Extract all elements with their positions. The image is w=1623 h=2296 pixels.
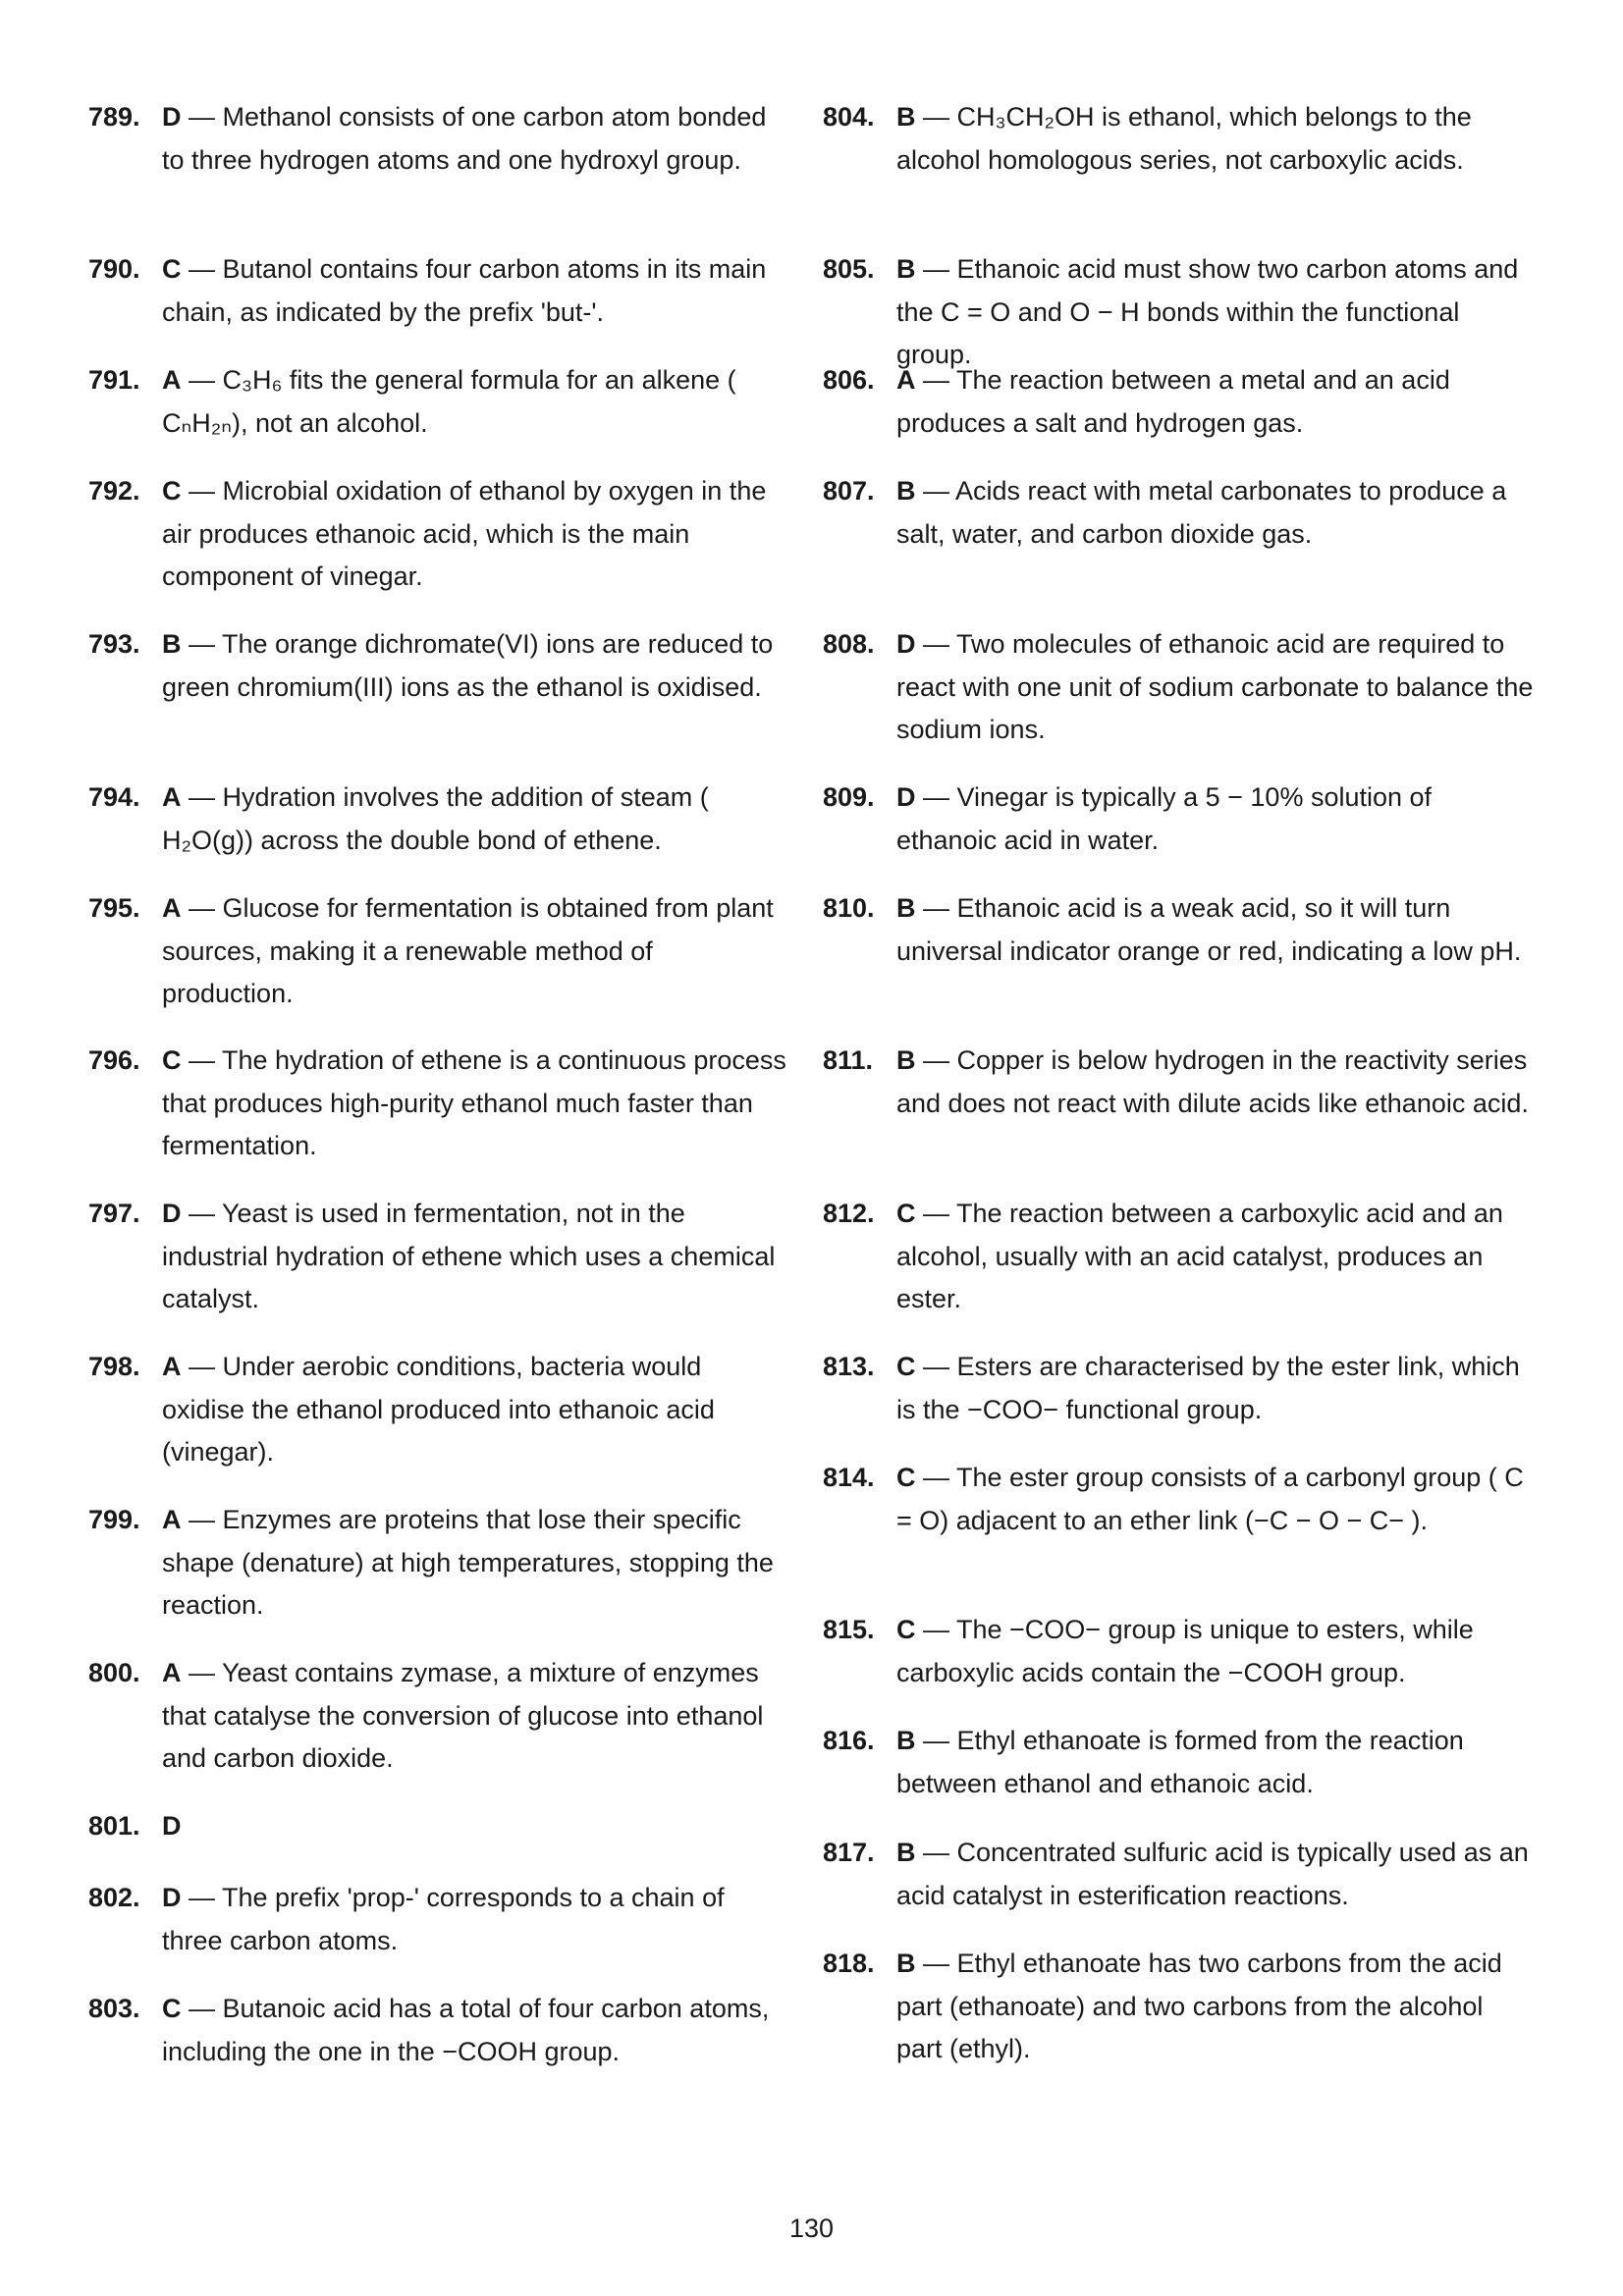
answer-entry (88, 776, 790, 862)
answer-letter: C (896, 1199, 916, 1228)
answer-explanation: — The reaction between a metal and an acid produces a salt and hydrogen gas. (896, 365, 1450, 438)
answer-letter: C (896, 1352, 916, 1381)
answer-entry (88, 96, 790, 182)
answer-letter: B (162, 629, 182, 659)
question-number: 795. (88, 893, 140, 923)
question-number: 811. (823, 1045, 874, 1075)
answer-explanation: — The prefix 'prop-' corresponds to a chain of three carbon atoms. (162, 1883, 725, 1955)
question-number: 812. (823, 1199, 875, 1228)
question-number: 800. (88, 1658, 140, 1687)
question-number: 799. (88, 1505, 140, 1534)
answer-entry (88, 1040, 790, 1168)
answer-entry (88, 1193, 790, 1321)
answer-entry (88, 1652, 790, 1781)
question-number: 803. (88, 1994, 140, 2023)
answer-entry (823, 248, 1535, 377)
answer-explanation: — The ester group consists of a carbonyl group ( C = O) adjacent to an ether link (−C − O − C− ). (896, 1463, 1524, 1535)
answer-letter: C (896, 1463, 916, 1492)
answer-letter: B (896, 893, 916, 923)
answer-letter: A (896, 365, 916, 395)
answer-letter: D (162, 1883, 182, 1912)
answer-letter: A (162, 365, 182, 395)
answer-letter: B (896, 102, 916, 132)
answer-entry (823, 1040, 1535, 1125)
answer-entry (88, 1499, 790, 1628)
answer-letter: C (162, 476, 182, 506)
question-number: 817. (823, 1838, 875, 1867)
question-number: 796. (88, 1045, 140, 1075)
page-number: 130 (788, 2214, 835, 2243)
question-number: 792. (88, 476, 140, 506)
question-number: 801. (88, 1811, 140, 1841)
answer-explanation: — The orange dichromate(VI) ions are reduced to green chromium(III) ions as the ethanol is oxidised. (162, 629, 774, 702)
question-number: 790. (88, 254, 140, 284)
question-number: 791. (88, 365, 140, 395)
answer-entry (88, 623, 790, 709)
question-number: 816. (823, 1726, 875, 1755)
answer-letter: A (162, 1505, 182, 1534)
question-number: 793. (88, 629, 140, 659)
answer-entry (88, 887, 790, 1016)
answer-entry (823, 470, 1535, 556)
answer-explanation: — Ethyl ethanoate is formed from the reaction between ethanol and ethanoic acid. (896, 1726, 1464, 1798)
question-number: 789. (88, 102, 140, 132)
answer-explanation: — Acids react with metal carbonates to produce a salt, water, and carbon dioxide gas. (896, 476, 1507, 549)
question-number: 798. (88, 1352, 140, 1381)
answer-explanation: — CH₃CH₂OH is ethanol, which belongs to the alcohol homologous series, not carboxylic acids. (896, 102, 1472, 175)
answer-letter: B (896, 1726, 916, 1755)
answer-explanation: — Microbial oxidation of ethanol by oxygen in the air produces ethanoic acid, which is the main component of vinegar. (162, 476, 767, 591)
answer-entry (823, 1346, 1535, 1431)
answer-explanation: — Butanoic acid has a total of four carbon atoms, including the one in the −COOH group. (162, 1994, 770, 2066)
answer-letter: C (162, 1994, 182, 2023)
answer-entry (88, 248, 790, 334)
answer-explanation: — Glucose for fermentation is obtained from plant sources, making it a renewable method of production. (162, 893, 774, 1008)
answer-entry (88, 1877, 790, 1962)
answer-explanation: — The hydration of ethene is a continuous process that produces high-purity ethanol much faster than fermentation. (162, 1045, 786, 1160)
answer-explanation: — Ethanoic acid must show two carbon atoms and the C = O and O − H bonds within the functional group. (896, 254, 1519, 369)
answer-entry (823, 623, 1535, 752)
answer-explanation: — Ethanoic acid is a weak acid, so it will turn universal indicator orange or red, indicating a low pH. (896, 893, 1522, 966)
question-number: 806. (823, 365, 875, 395)
question-number: 814. (823, 1463, 875, 1492)
answer-entry (823, 1457, 1535, 1542)
answer-explanation: — Copper is below hydrogen in the reactivity series and does not react with dilute acids like ethanoic acid. (896, 1045, 1529, 1118)
answer-letter: D (162, 102, 182, 132)
answer-explanation: — Concentrated sulfuric acid is typically used as an acid catalyst in esterification reactions. (896, 1838, 1529, 1910)
answer-entry (88, 359, 790, 445)
answer-letter: B (896, 476, 916, 506)
answer-letter: C (896, 1615, 916, 1644)
answer-explanation: — Hydration involves the addition of steam ( H₂O(g)) across the double bond of ethene. (162, 782, 709, 855)
answer-explanation: — Ethyl ethanoate has two carbons from the acid part (ethanoate) and two carbons from the alcohol part (ethyl). (896, 1949, 1502, 2063)
answer-explanation: — The reaction between a carboxylic acid and an alcohol, usually with an acid catalyst, produces an ester. (896, 1199, 1503, 1313)
answer-explanation: — Butanol contains four carbon atoms in its main chain, as indicated by the prefix 'but-'. (162, 254, 767, 327)
question-number: 802. (88, 1883, 140, 1912)
answer-explanation: — Enzymes are proteins that lose their specific shape (denature) at high temperatures, stopping the reaction. (162, 1505, 774, 1620)
answer-letter: A (162, 1352, 182, 1381)
answer-letter: D (162, 1199, 182, 1228)
question-number: 804. (823, 102, 875, 132)
answer-explanation: — The −COO− group is unique to esters, while carboxylic acids contain the −COOH group. (896, 1615, 1474, 1687)
answer-entry (823, 1832, 1535, 1917)
answer-entry (823, 1943, 1535, 2071)
question-number: 807. (823, 476, 875, 506)
answer-letter: B (896, 254, 916, 284)
question-number: 818. (823, 1949, 875, 1978)
answer-letter: D (896, 782, 916, 812)
answer-letter: B (896, 1838, 916, 1867)
answer-explanation: — Under aerobic conditions, bacteria would oxidise the ethanol produced into ethanoic acid (vinegar). (162, 1352, 715, 1467)
answer-entry (823, 1609, 1535, 1694)
answer-entry (823, 1720, 1535, 1805)
answer-explanation: — C₃H₆ fits the general formula for an alkene ( CₙH₂ₙ), not an alcohol. (162, 365, 736, 438)
question-number: 809. (823, 782, 875, 812)
question-number: 805. (823, 254, 875, 284)
question-number: 813. (823, 1352, 875, 1381)
answer-entry (823, 887, 1535, 973)
question-number: 810. (823, 893, 875, 923)
answer-entry (823, 1193, 1535, 1321)
answer-entry (88, 1988, 790, 2073)
answer-entry (88, 1805, 790, 1848)
answer-entry (88, 470, 790, 599)
question-number: 794. (88, 782, 140, 812)
answer-letter: B (896, 1045, 916, 1075)
answer-entry (88, 1346, 790, 1474)
answer-letter: B (896, 1949, 916, 1978)
answer-letter: C (162, 254, 182, 284)
answer-explanation: — Two molecules of ethanoic acid are required to react with one unit of sodium carbonate to balance the sodium ions. (896, 629, 1534, 744)
answer-letter: D (162, 1811, 182, 1841)
question-number: 797. (88, 1199, 140, 1228)
answer-explanation: — Yeast contains zymase, a mixture of enzymes that catalyse the conversion of glucose into ethanol and carbon dioxide. (162, 1658, 764, 1773)
answer-letter: A (162, 1658, 182, 1687)
answer-entry (823, 96, 1535, 182)
answer-letter: D (896, 629, 916, 659)
answer-letter: A (162, 893, 182, 923)
answer-explanation: — Yeast is used in fermentation, not in the industrial hydration of ethene which uses a chemical catalyst. (162, 1199, 776, 1313)
answer-explanation: — Methanol consists of one carbon atom bonded to three hydrogen atoms and one hydroxyl group. (162, 102, 767, 175)
answer-explanation: — Vinegar is typically a 5 − 10% solution of ethanoic acid in water. (896, 782, 1433, 855)
answer-letter: A (162, 782, 182, 812)
answer-entry (823, 359, 1535, 445)
question-number: 808. (823, 629, 875, 659)
answer-entry (823, 776, 1535, 862)
question-number: 815. (823, 1615, 875, 1644)
answer-explanation: — Esters are characterised by the ester link, which is the −COO− functional group. (896, 1352, 1520, 1424)
answer-letter: C (162, 1045, 182, 1075)
